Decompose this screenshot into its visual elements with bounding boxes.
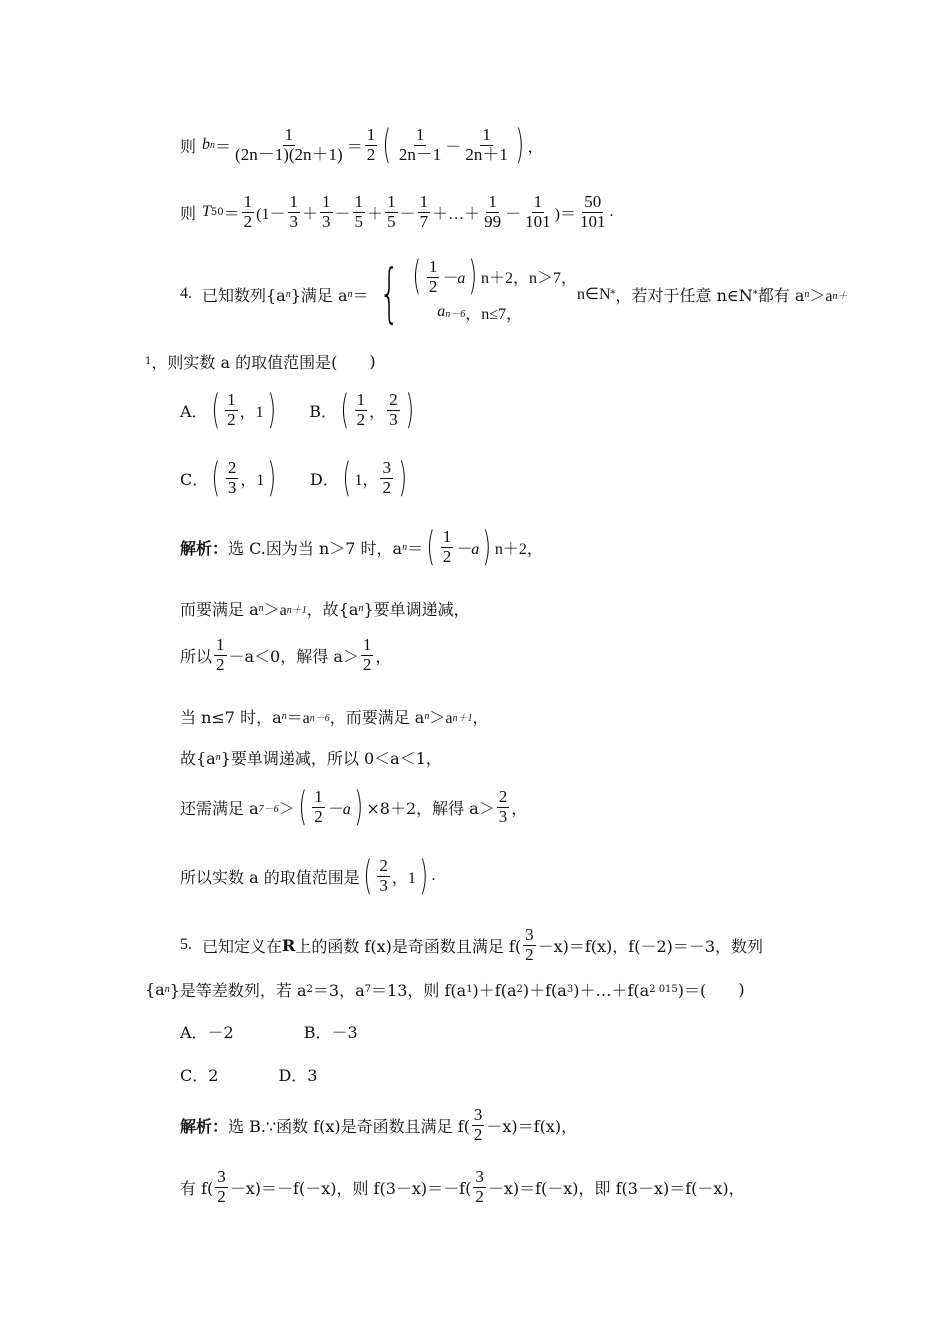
q4-options-cd: C． ( $\frac{2}{3}$ ，1 ) D． ( 1， $\frac{3}{2}$ ): [180, 455, 408, 501]
solution-5-line2: 有 f( $\frac{3}{2}$ －x)＝－f(－x)，则 f(3－x)＝－f( $\frac{3}{2}$ －x)＝f(－x)，即 f(3－x)＝f(－x)，: [180, 1167, 745, 1206]
solution-4-line7: 所以实数 a 的取值范围是 ( $\frac{2}{3}$ ，1 ) .: [180, 853, 436, 899]
solution-5-line1: 解析： 选 B.∵函数 f(x)是奇函数且满足 f( $\frac{3}{2}$ －x)＝f(x)，: [180, 1105, 578, 1144]
question-4: 4. 已知数列{a n }满足 a n ＝ { ( $\frac{1}{2}$ －a ) n＋2，n＞7， a n－6 ，n≤7， n∈N * ，若对于任意 n∈N * 都有 a n ＞a n＋: [180, 253, 848, 331]
q4-options-ab: A． ( $\frac{1}{2}$ ，1 ) B． ( $\frac{1}{2}$ ， $\frac{2}{3}$ ): [180, 387, 414, 433]
solution-4-line5: 故{a n }要单调递减，所以 0＜a＜1，: [180, 749, 442, 768]
q5-options-ab: [180, 1020, 358, 1043]
solution-4-line2: 而要满足 a n ＞a n＋1 ，故{a n }要单调递减，: [180, 600, 470, 619]
fraction: $\frac{1}{2}$: [366, 124, 376, 164]
question-5: 5. 已知定义在 R 上的函数 f(x)是奇函数且满足 f( $\frac{3}{2}$ －x)＝f(x)，f(－2)＝－3，数列: [180, 925, 764, 964]
fraction: $\frac{1}{(2n-1)(2n+1)}$: [235, 124, 343, 164]
solution-4-line6: 还需满足 a 7－6 ＞ ( $\frac{1}{2}$ －a ) ×8＋2，解得 a＞ $\frac{2}{3}$ ，: [180, 784, 528, 830]
option-d[interactable]: D．3: [278, 1066, 318, 1085]
solution-4-line1: 解析： 选 C.因为当 n＞7 时，a n ＝ ( $\frac{1}{2}$ －a ) n＋2，: [180, 524, 543, 570]
option-a[interactable]: A．: [180, 401, 208, 421]
option-b[interactable]: B．: [309, 401, 338, 421]
fraction: $\frac{1}{2n-1}$: [398, 124, 442, 164]
solution-4-line4: 当 n≤7 时，a n ＝a n－6 ，而要满足 a n ＞a n＋1 ，: [180, 708, 489, 727]
piecewise-cases: ( $\frac{1}{2}$ －a ) n＋2，n＞7， a n－6 ，n≤7，: [412, 253, 578, 323]
solution-4-line3: 所以 $\frac{1}{2}$ －a＜0，解得 a＞ $\frac{1}{2}$ ，: [180, 635, 392, 674]
question-4-cont: 1 ，则实数 a 的取值范围是( ): [145, 352, 376, 372]
q5-options-cd: [180, 1063, 317, 1086]
option-c[interactable]: C．: [180, 469, 209, 489]
option-b[interactable]: B．－3: [303, 1023, 358, 1042]
fraction: $\frac{1}{2n+1}$: [465, 124, 508, 164]
option-a[interactable]: A．－2: [180, 1023, 234, 1042]
option-d[interactable]: D．: [309, 469, 339, 489]
option-c[interactable]: C．2: [180, 1066, 219, 1085]
question-5-cont: {a n }是等差数列，若 a 2 ＝3，a 7 ＝13，则 f(a 1 )＋f(a 2 )＋f(a 3 )＋…＋f(a 2 015 )＝( ): [145, 980, 745, 1000]
formula-t50: 则 T 50 ＝ $\frac{1}{2}$ (1－ $\frac{1}{3}$ ＋ $\frac{1}{3}$ － $\frac{1}{5}$ ＋ $\frac{1}{5}$ － $\frac{1}{7}$ ＋…＋ $\frac{1}{99}$ － $\frac{1}{101}$ )＝ $\frac{50}{101}$ .: [180, 192, 614, 231]
formula-bn: 则 b n ＝ $\frac{1}{(2n-1)(2n+1)}$ ＝ $\frac{1}{2}$ ( $\frac{1}{2n-1}$ － $\frac{1}{2n+1}$ ) ，: [180, 122, 544, 168]
